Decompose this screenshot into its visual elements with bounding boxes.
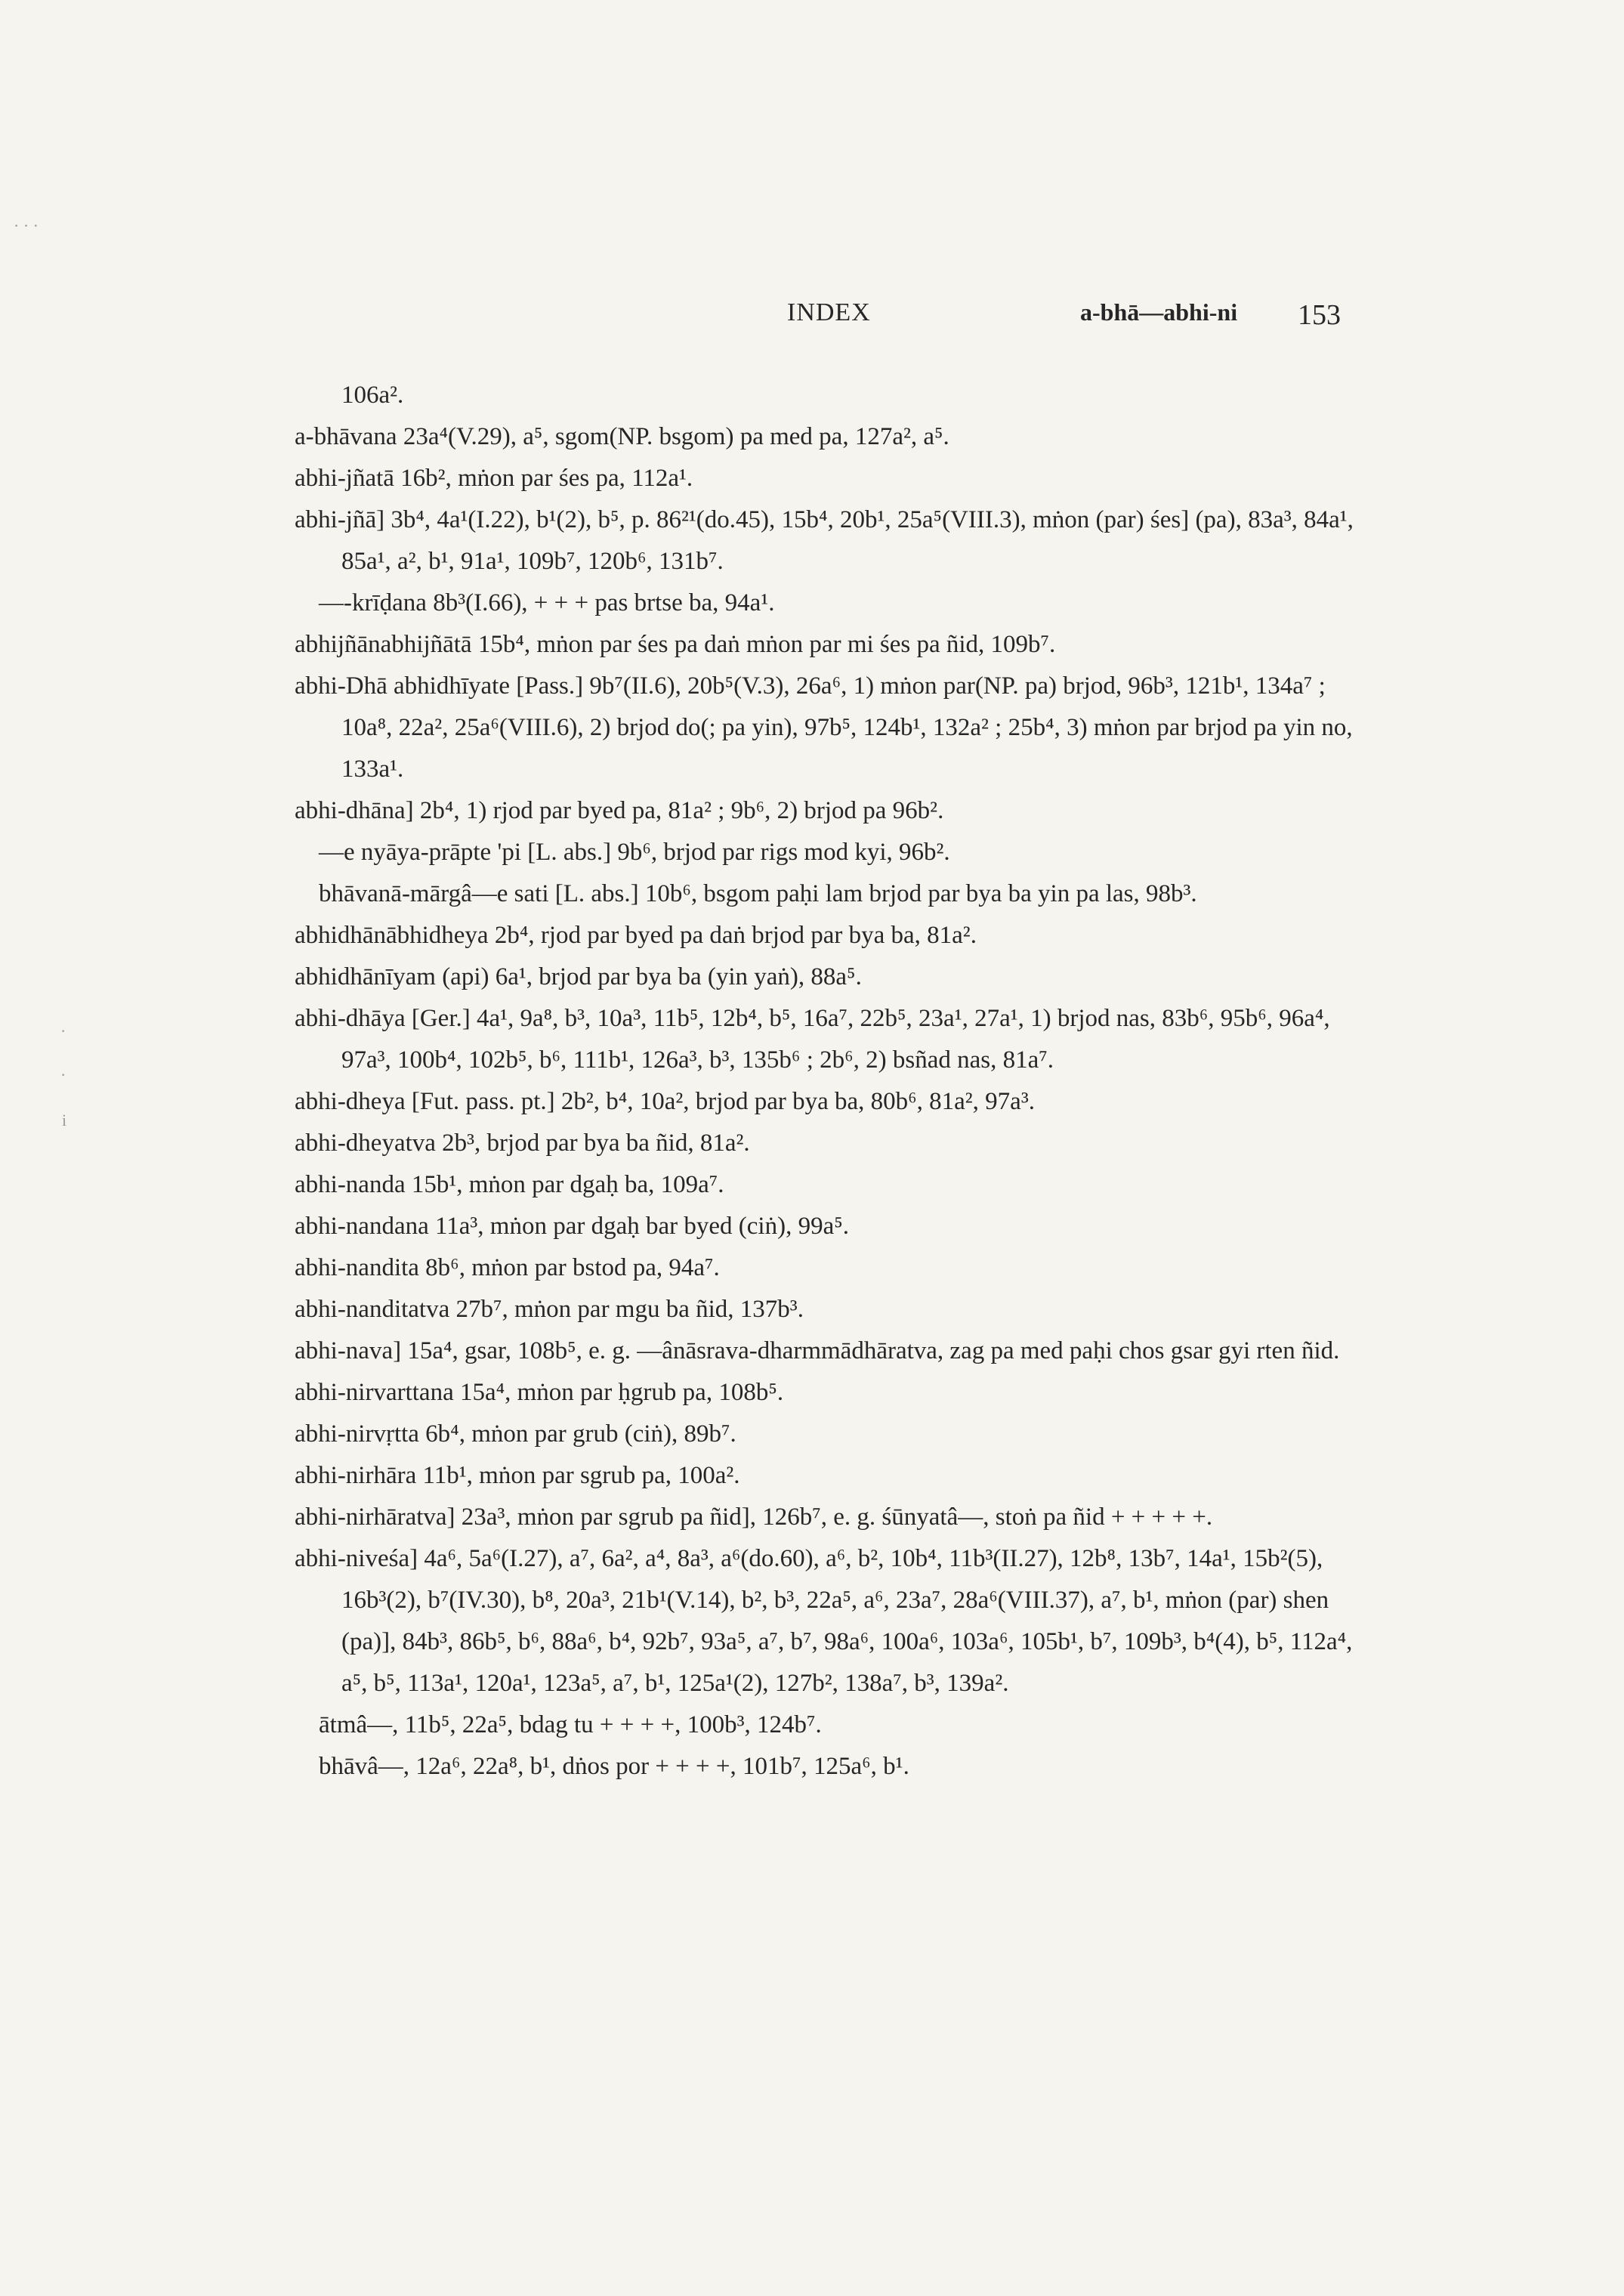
- index-entry: abhi-nandana 11a³, mṅon par dgaḥ bar byed (ciṅ), 99a⁵.: [295, 1213, 849, 1240]
- index-entry: 106a².: [341, 382, 404, 409]
- page-number: 153: [1298, 299, 1341, 331]
- index-entry: abhi-nandita 8b⁶, mṅon par bstod pa, 94a⁷.: [295, 1254, 720, 1281]
- running-header: [0, 298, 1624, 344]
- index-entry: abhi-nava] 15a⁴, gsar, 108b⁵, e. g. —ânāsrava-dharmmādhāratva, zag pa med paḥi chos gsar gyi rten ñid.: [295, 1337, 1340, 1364]
- index-entry: abhijñānabhijñātā 15b⁴, mṅon par śes pa daṅ mṅon par mi śes pa ñid, 109b⁷.: [295, 631, 1056, 658]
- index-entry: abhi-jñatā 16b², mṅon par śes pa, 112a¹.: [295, 465, 693, 492]
- header-range: a-bhā—abhi-ni: [1080, 298, 1238, 326]
- index-entry: bhāvâ—, 12a⁶, 22a⁸, b¹, dṅos por + + + +, 101b⁷, 125a⁶, b¹.: [319, 1753, 909, 1780]
- index-entries: [295, 375, 1367, 1788]
- index-entry: abhi-dheyatva 2b³, brjod par bya ba ñid, 81a².: [295, 1129, 750, 1157]
- index-entry: abhi-nirvarttana 15a⁴, mṅon par ḥgrub pa, 108b⁵.: [295, 1379, 784, 1406]
- index-entry: abhidhānābhidheya 2b⁴, rjod par byed pa daṅ brjod par bya ba, 81a².: [295, 922, 977, 949]
- margin-mark: i: [62, 1111, 67, 1129]
- index-entry: abhi-nirhāratva] 23a³, mṅon par sgrub pa ñid], 126b⁷, e. g. śūnyatâ—, stoṅ pa ñid + + + + +.: [295, 1503, 1213, 1531]
- margin-mark: · · ·: [14, 216, 39, 235]
- index-entry: —e nyāya-prāpte 'pi [L. abs.] 9b⁶, brjod par rigs mod kyi, 96b².: [319, 839, 950, 866]
- index-entry: abhi-niveśa] 4a⁶, 5a⁶(I.27), a⁷, 6a², a⁴, 8a³, a⁶(do.60), a⁶, b², 10b⁴, 11b³(II.27), 12b⁸, 13b⁷, 14a¹, 15b²(5), 16b³(2), b⁷(IV.30), b⁸, 20a³, 21b¹(V.14), b², b³, 22a⁵, a⁶, 23a⁷, 28a⁶(VIII.37), a⁷, b¹, mṅon (par) shen (pa)], 84b³, 86b⁵, b⁶, 88a⁶, b⁴, 92b⁷, 93a⁵, a⁷, b⁷, 98a⁶, 100a⁶, 103a⁶, 105b¹, b⁷, 109b³, b⁴(4), b⁵, 112a⁴, a⁵, b⁵, 113a¹, 120a¹, 123a⁵, a⁷, b¹, 125a¹(2), 127b², 138a⁷, b³, 139a².: [295, 1545, 1353, 1697]
- index-entry: abhi-Dhā abhidhīyate [Pass.] 9b⁷(II.6), 20b⁵(V.3), 26a⁶, 1) mṅon par(NP. pa) brjod, 96b³, 121b¹, 134a⁷ ; 10a⁸, 22a², 25a⁶(VIII.6), 2) brjod do(; pa yin), 97b⁵, 124b¹, 132a² ; 25b⁴, 3) mṅon par brjod pa yin no, 133a¹.: [295, 672, 1353, 783]
- index-entry: abhi-nanditatva 27b⁷, mṅon par mgu ba ñid, 137b³.: [295, 1296, 804, 1323]
- index-entry: bhāvanā-mārgâ—e sati [L. abs.] 10b⁶, bsgom paḥi lam brjod par bya ba yin pa las, 98b³.: [319, 880, 1197, 907]
- margin-mark: ·: [60, 1065, 66, 1084]
- header-title: INDEX: [787, 298, 871, 326]
- index-entry: abhidhānīyam (api) 6a¹, brjod par bya ba (yin yaṅ), 88a⁵.: [295, 963, 862, 990]
- index-entry: a-bhāvana 23a⁴(V.29), a⁵, sgom(NP. bsgom) pa med pa, 127a², a⁵.: [295, 423, 949, 450]
- index-entry: abhi-nirhāra 11b¹, mṅon par sgrub pa, 100a².: [295, 1462, 740, 1489]
- index-entry: abhi-nanda 15b¹, mṅon par dgaḥ ba, 109a⁷.: [295, 1171, 724, 1198]
- index-entry: —-krīḍana 8b³(I.66), + + + pas brtse ba, 94a¹.: [319, 589, 775, 616]
- index-entry: abhi-nirvṛtta 6b⁴, mṅon par grub (ciṅ), 89b⁷.: [295, 1420, 736, 1448]
- index-entry: abhi-dheya [Fut. pass. pt.] 2b², b⁴, 10a², brjod par bya ba, 80b⁶, 81a², 97a³.: [295, 1088, 1035, 1115]
- index-entry: ātmâ—, 11b⁵, 22a⁵, bdag tu + + + +, 100b³, 124b⁷.: [319, 1711, 822, 1738]
- index-entry: abhi-dhāna] 2b⁴, 1) rjod par byed pa, 81a² ; 9b⁶, 2) brjod pa 96b².: [295, 797, 944, 824]
- index-entry: abhi-dhāya [Ger.] 4a¹, 9a⁸, b³, 10a³, 11b⁵, 12b⁴, b⁵, 16a⁷, 22b⁵, 23a¹, 27a¹, 1) brjod nas, 83b⁶, 95b⁶, 96a⁴, 97a³, 100b⁴, 102b⁵, b⁶, 111b¹, 126a³, b³, 135b⁶ ; 2b⁶, 2) bsñad nas, 81a⁷.: [295, 1005, 1330, 1074]
- margin-mark: ·: [60, 1021, 66, 1040]
- index-entry: abhi-jñā] 3b⁴, 4a¹(I.22), b¹(2), b⁵, p. 86²¹(do.45), 15b⁴, 20b¹, 25a⁵(VIII.3), mṅon (par) śes] (pa), 83a³, 84a¹, 85a¹, a², b¹, 91a¹, 109b⁷, 120b⁶, 131b⁷.: [295, 506, 1354, 575]
